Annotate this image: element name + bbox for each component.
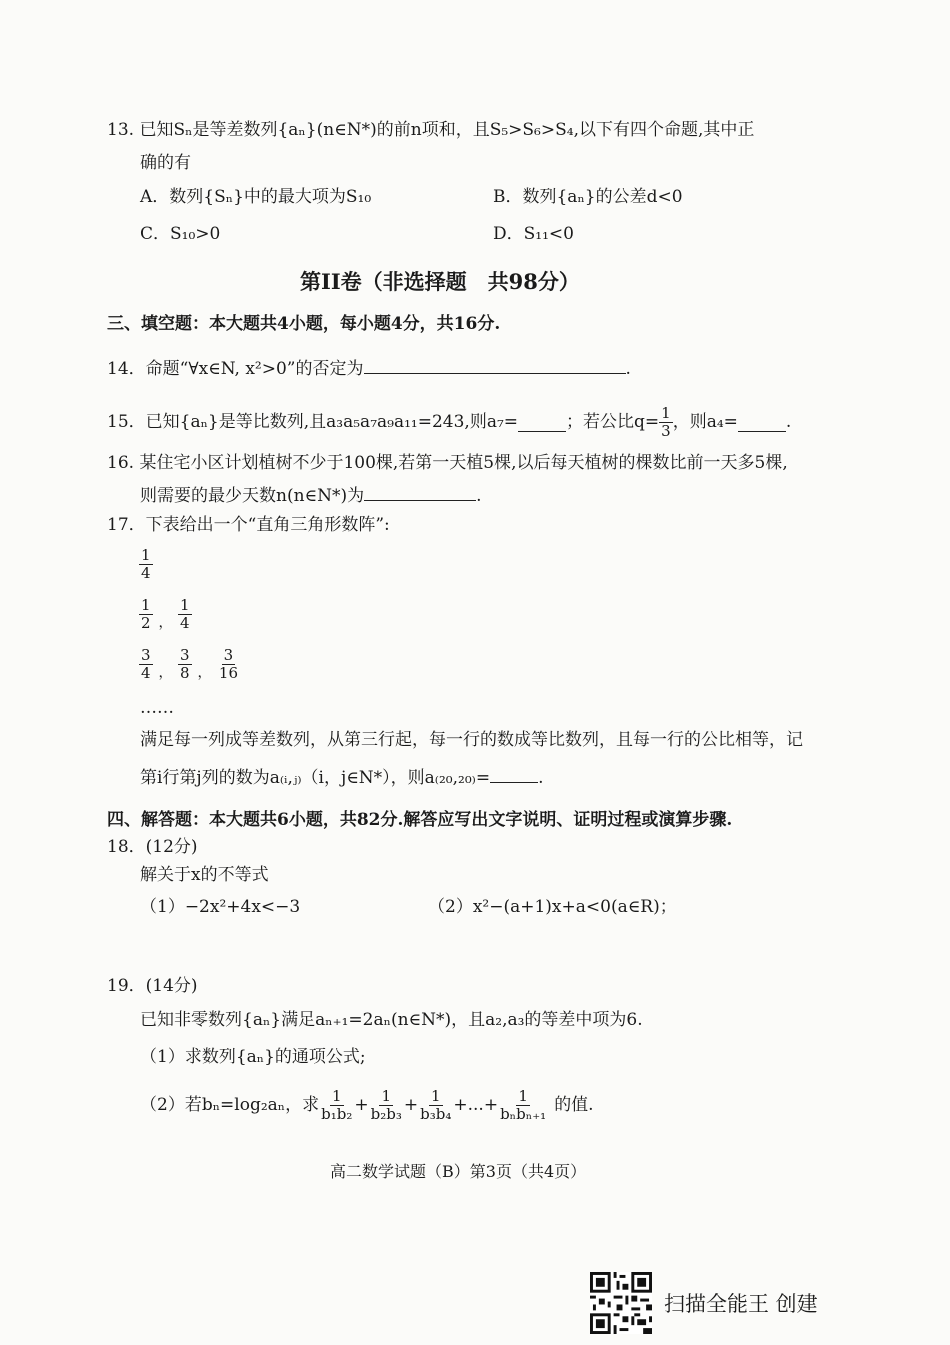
q15-part3: ，则a₄= [672, 412, 738, 432]
qr-code-icon [590, 1272, 652, 1334]
q16-answer-blank[interactable] [364, 482, 476, 501]
q19-line1: 已知非零数列{aₙ}满足aₙ₊₁=2aₙ(n∈N*)，且a₂,a₃的等差中项为6. [140, 1010, 643, 1030]
triangle-entry: $\frac{1}{4}$ [141, 546, 151, 582]
q15-answer-blank-2[interactable] [738, 413, 786, 432]
q19-number: 19．(14分) [107, 976, 198, 996]
q13-option-b: B．数列{aₙ}的公差d<0 [493, 187, 683, 207]
section-2-title: 第II卷（非选择题 共98分） [300, 269, 580, 294]
q19-part2-suffix: 的值. [554, 1095, 594, 1115]
q18-part1: （1）−2x²+4x<−3 [140, 897, 301, 917]
triangle-entry: $\frac{3}{16}$ [218, 646, 238, 682]
q14-answer-blank[interactable] [364, 355, 626, 374]
q17-answer-blank[interactable] [490, 764, 538, 783]
q13-stem-continued: 确的有 [140, 153, 191, 173]
scanner-watermark: 扫描全能王 创建 [664, 1292, 818, 1316]
triangle-row-2: $\frac{1}{2}$ ， $\frac{1}{4}$ [141, 596, 190, 632]
q16-line1: 16. 某住宅小区计划植树不少于100棵,若第一天植5棵,以后每天植树的棵数比前一天多5棵, [107, 453, 788, 473]
sum-term: $\frac{1}{\text{bₙbₙ₊₁}}$ [500, 1086, 547, 1123]
q17-ellipsis: …… [140, 698, 174, 718]
q16-line2: 则需要的最少天数n(n∈N*)为 . [140, 482, 482, 508]
q15-part1: 15．已知{aₙ}是等比数列,且a₃a₅a₇a₉a₁₁=243,则a₇= [107, 412, 519, 432]
section-4-header: 四、解答题：本大题共6小题，共82分.解答应写出文字说明、证明过程或演算步骤. [107, 810, 733, 830]
q15-part2: ；若公比q= [566, 412, 660, 432]
triangle-entry: $\frac{3}{8}$ [179, 646, 190, 682]
page-footer: 高二数学试题（B）第3页（共4页） [330, 1162, 587, 1181]
triangle-row-3: $\frac{3}{4}$ ， $\frac{3}{8}$ ， $\frac{3}{16}$ [141, 646, 238, 682]
q15: 15．已知{aₙ}是等比数列,且a₃a₅a₇a₉a₁₁=243,则a₇= ；若公比q= $\frac{1}{3}$ ，则a₄= . [107, 403, 792, 440]
q18-number: 18．(12分) [107, 837, 198, 857]
q13-option-d: D．S₁₁<0 [493, 224, 574, 244]
sum-term: $\frac{1}{\text{b₂b₃}}$ [370, 1086, 402, 1123]
q17-line1: 满足每一列成等差数列，从第三行起，每一行的数成等比数列，且每一行的公比相等，记 [140, 730, 803, 750]
sum-term: $\frac{1}{\text{b₁b₂}}$ [321, 1086, 353, 1123]
triangle-row-1 [139, 547, 159, 582]
sum-term: $\frac{1}{\text{b₃b₄}}$ [420, 1086, 452, 1123]
q19-part2-prefix: （2）若bₙ=log₂aₙ，求 [140, 1095, 320, 1115]
q19-part1: （1）求数列{aₙ}的通项公式; [140, 1047, 366, 1067]
q13-option-c: C．S₁₀>0 [140, 224, 221, 244]
q18-intro: 解关于x的不等式 [140, 865, 269, 885]
q18-part2: （2）x²−(a+1)x+a<0(a∈R)； [428, 897, 677, 917]
q14: 14．命题“∀x∈N, x²>0”的否定为 . [107, 355, 631, 381]
triangle-entry: $\frac{1}{4}$ [179, 596, 190, 632]
q13-stem-text: 已知Sₙ是等差数列{aₙ}(n∈N*)的前n项和，且S₅>S₆>S₄,以下有四个命题,其中正 [139, 120, 755, 140]
q17-line2: 第i行第j列的数为a₍ᵢ,ⱼ₎（i，j∈N*），则a₍₂₀,₂₀₎= . [140, 764, 543, 790]
triangle-entry: $\frac{1}{2}$ [141, 596, 151, 632]
triangle-entry: $\frac{3}{4}$ [141, 646, 151, 682]
q15-answer-blank-1[interactable] [518, 413, 566, 432]
q13-stem: 13. 已知Sₙ是等差数列{aₙ}(n∈N*)的前n项和，且S₅>S₆>S₄,以下有四个命题,其中正 [107, 120, 755, 140]
q19-part2: （2）若bₙ=log₂aₙ，求 $\frac{1}{\text{b₁b₂}}$ + $\frac{1}{\text{b₂b₃}}$ + $\frac{1}{\text{b₃b₄}}$ +...+ $\frac{1}{\text{bₙbₙ₊₁}}$ 的值. [140, 1086, 594, 1123]
q15-ratio-fraction: $\frac{1}{3}$ [661, 403, 671, 440]
q13-option-a: A．数列{Sₙ}中的最大项为S₁₀ [140, 187, 372, 207]
q14-text: 14．命题“∀x∈N, x²>0”的否定为 [107, 359, 364, 379]
section-3-header: 三、填空题：本大题共4小题，每小题4分，共16分. [107, 314, 501, 334]
q17-intro: 17．下表给出一个“直角三角形数阵”: [107, 515, 390, 535]
